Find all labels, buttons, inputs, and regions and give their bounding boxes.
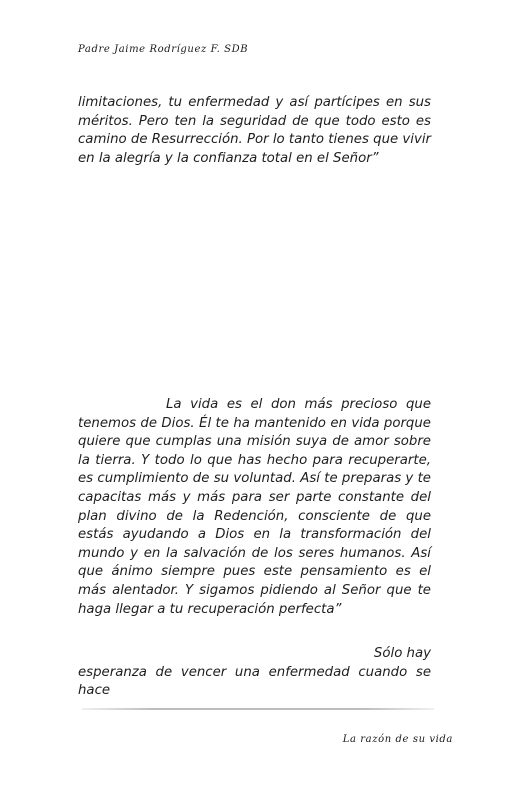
running-footer-book-title: La razón de su vida [342,734,453,745]
paragraph-2-text: La vida es el don más precioso que tenemos de Dios. Él te ha mantenido en vida porque quiere que cumplas una misión suya de amor sobre la tierra. Y todo lo que has hecho para recuperarte, es cumplimiento de su voluntad. Así te preparas y te capacitas más y más para ser parte constante del plan divino de la Redención, consciente de que estás ayudando a Dios en la transformación del mundo y en la salvación de los seres humanos. Así que ánimo siempre pues este pensamiento es el más alentador. Y sigamos pidiendo al Señor que te haga llegar a tu recuperación perfecta” [78,397,431,617]
paragraph-3 [78,645,431,701]
paragraph-2 [78,396,431,619]
paragraph-3-continuation: esperanza de vencer una enfermedad cuando se hace [78,664,431,699]
running-header-author: Padre Jaime Rodríguez F. SDB [78,44,249,55]
paragraph-3-start: Sólo hay [373,646,431,661]
footer-divider [82,708,434,710]
paragraph-1: limitaciones, tu enfermedad y así partícipes en sus méritos. Pero ten la seguridad de que todo esto es camino de Resurrección. Por lo tanto tienes que vivir en la alegría y la confianza total en el Señor” [78,95,431,166]
